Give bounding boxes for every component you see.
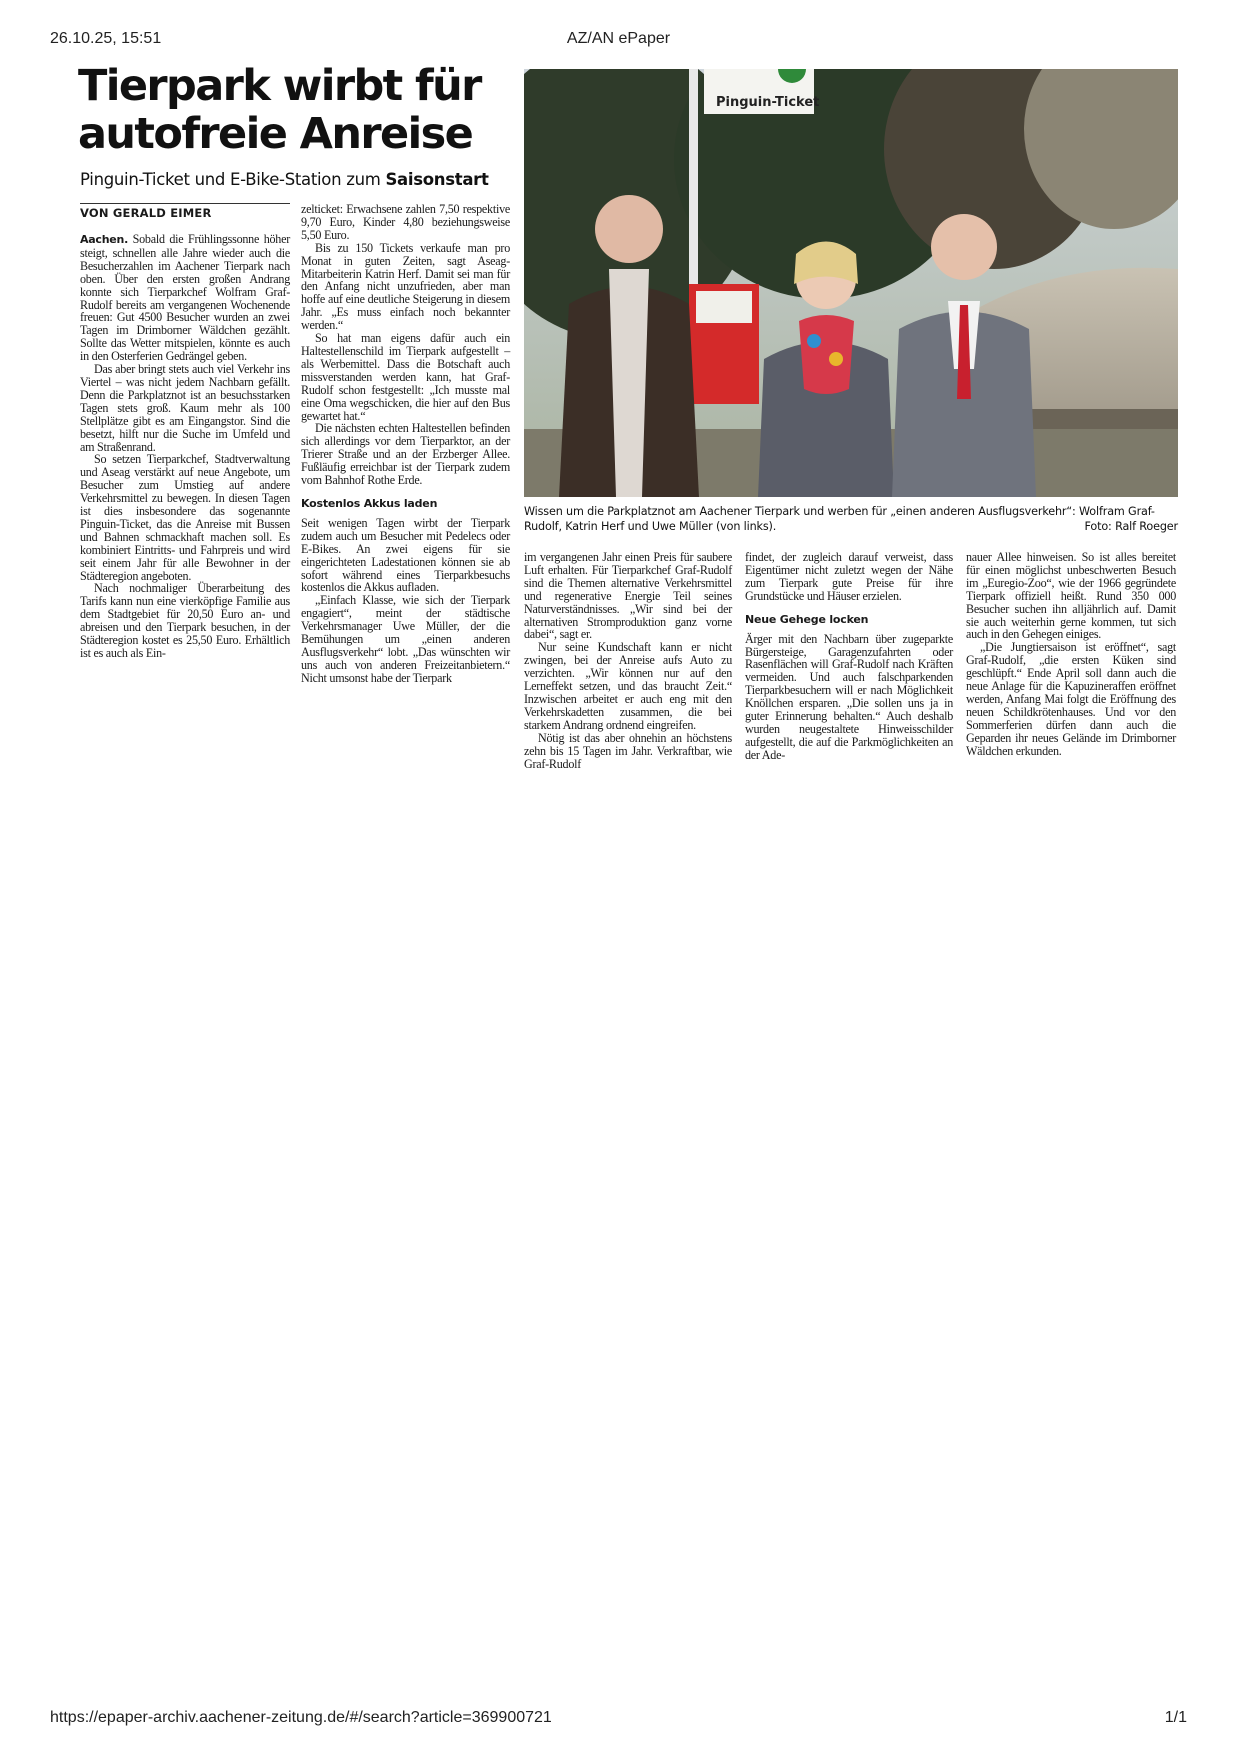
paragraph: Nötig ist das aber ohnehin an höchstens zehn bis 15 Tagen im Jahr. Verkraftbar, wie Graf-Rudolf <box>524 730 732 771</box>
headline-line-1: Tierpark wirbt für <box>78 61 481 111</box>
paragraph: „Die Jungtiersaison ist eröffnet“, sagt Graf-Rudolf, „die ersten Küken sind geschlüpft.“ Ende April soll dann auch die neue Anlage für die Kapuzineraffen eröffnet werden, Anfang Mai folgt die Eröffnung des neuen Schildkrötenhauses. Und vor den Sommerferien dürfen dann auch die Geparden ihr neues Gelände im Drimborner Wäldchen erkunden. <box>966 640 1176 758</box>
photo-caption <box>524 504 1178 534</box>
paragraph-text: Sobald die Frühlingssonne höher steigt, schnellen alle Jahre wieder auch die Besucherzahlen im Aachener Tierpark nach oben. Über den ersten großen Andrang konnte sich Tierparkchef Wolfram Graf-Rudolf bereits am vergangenen Wochenende freuen: Gut 4500 Besucher wurden an zwei Tagen im Drimborner Wäldchen gezählt. Sollte das Wetter mitspielen, könnte es auch in den Osterferien Gedrängel geben. <box>80 232 290 364</box>
paragraph: So hat man eigens dafür auch ein Haltestellenschild im Tierpark aufgestellt – als Werbemittel. Dass die Botschaft auch missverstanden werden kann, hat Graf-Rudolf schon festgestellt: „Ich musste mal eine Oma wegschicken, die hier auf den Bus gewartet hat.“ <box>301 331 510 423</box>
print-title: AZ/AN ePaper <box>566 30 671 47</box>
paragraph: Nur seine Kundschaft kann er nicht zwingen, bei der Anreise aufs Auto zu verzichten. „Wir können nur auf den Lerneffekt setzen, und das braucht Zeit.“ Inzwischen arbeitet er auch eng mit den Verkehrskadetten zusammen, die bei starkem Andrang ordnend eingreifen. <box>524 640 732 732</box>
paragraph: Ärger mit den Nachbarn über zugeparkte Bürgersteige, Garagenzufahrten oder Rasenflächen will Graf-Rudolf nach Kräften vermeiden. Und auch falschparkenden Tierparkbesuchern will er nach Möglichkeit Knöllchen ersparen. „Die sollen uns ja in guter Erinnerung behalten.“ Auch deshalb wurden neugestaltete Hinweisschilder aufgestellt, die auf die Parkmöglichkeiten an der Ade- <box>745 631 953 762</box>
print-page-number: 1/1 <box>1164 1709 1187 1726</box>
sign-label: Pinguin-Ticket <box>716 95 820 110</box>
article-column-3 <box>524 551 732 770</box>
caption-text: Wissen um die Parkplatznot am Aachener Tierpark und werben für „einen anderen Ausflugsverkehr“: Wolfram Graf-Rudolf, Katrin Herf und Uwe Müller (von links). <box>524 505 1155 533</box>
article-headline <box>78 62 518 158</box>
subhead-text: Pinguin-Ticket und E-Bike-Station zum <box>80 170 386 189</box>
dateline: Aachen. <box>80 233 129 246</box>
article-column-2 <box>301 203 510 685</box>
print-footer <box>50 1709 1187 1731</box>
byline: VON GERALD EIMER <box>80 203 290 220</box>
section-subhead: Kostenlos Akkus laden <box>301 496 438 510</box>
paragraph: im vergangenen Jahr einen Preis für saubere Luft erhalten. Für Tierparkchef Graf-Rudolf sind die Themen alternative Verkehrsmittel und regenerative Energie Teil seines Naturverständnisses. „Wir sind bei der alternativen Stromproduktion ganz vorne dabei“, sagt er. <box>524 550 732 642</box>
paragraph: findet, der zugleich darauf verweist, dass Eigentümer nicht zuletzt wegen der Nähe zum Tierpark gute Preise für ihre Grundstücke und Häuser erzielen. <box>745 550 953 603</box>
print-header <box>50 30 1187 52</box>
photo-credit: Foto: Ralf Roeger <box>1084 520 1178 533</box>
paragraph <box>80 233 290 363</box>
article-column-4 <box>745 551 953 762</box>
headline-line-2: autofreie Anreise <box>78 109 473 159</box>
photo-illustration <box>524 69 1178 497</box>
paragraph: Das aber bringt stets auch viel Verkehr ins Viertel – was nicht jedem Nachbarn gefällt. Denn die Parkplatznot ist an besuchsstarken Tagen stets groß. Kaum mehr als 100 Stellplätze gibt es am Eingangstor. Sind die besetzt, hilft nur die Suche im Umfeld und am Straßenrand. <box>80 362 290 454</box>
article-photo <box>524 69 1178 497</box>
paragraph: „Einfach Klasse, wie sich der Tierpark engagiert“, meint der städtische Verkehrsmanager Uwe Müller, der die Bemühungen um „einen anderen Ausflugsverkehr“ lobt. „Das wünschten wir uns auch von anderen Freizeitanbietern.“ Nicht umsonst habe der Tierpark <box>301 593 510 685</box>
print-datetime: 26.10.25, 15:51 <box>50 30 162 47</box>
article-column-1 <box>80 233 290 660</box>
paragraph: Seit wenigen Tagen wirbt der Tierpark zudem auch um Besucher mit Pedelecs oder E-Bikes. An zwei eigens für sie eingerichteten Ladestationen können sie ab sofort während eines Tierparkbesuchs kostenlos die Akkus aufladen. <box>301 515 510 595</box>
paragraph: Nach nochmaliger Überarbeitung des Tarifs kann nun eine vierköpfige Familie aus dem Stadtgebiet für 20,50 Euro an- und abreisen und den Tierpark besuchen, in der Städteregion kostet es 25,50 Euro. Erhältlich ist es auch als Ein- <box>80 581 290 660</box>
paragraph: Die nächsten echten Haltestellen befinden sich allerdings vor dem Tierparktor, an der Trierer Straße und an der Erzberger Allee. Fußläufig erreichbar ist der Tierpark zudem vom Bahnhof Rothe Erde. <box>301 421 510 488</box>
paragraph: nauer Allee hinweisen. So ist alles bereitet für einen möglichst unbeschwerten Besuch im „Euregio-Zoo“, wie der 1966 gegründete Tierpark offiziell heißt. Rund 350 000 Besucher suchen ihn alljährlich auf. Damit sie auch weiterhin gerne kommen, tut sich auch in den Gehegen einiges. <box>966 550 1176 642</box>
section-subhead: Neue Gehege locken <box>745 612 869 626</box>
paragraph: zelticket: Erwachsene zahlen 7,50 respektive 9,70 Euro, Kinder 4,80 beziehungsweise 5,50 Euro. <box>301 202 510 242</box>
print-url: https://epaper-archiv.aachener-zeitung.de/#/search?article=369900721 <box>50 1709 552 1726</box>
article-subhead <box>80 170 520 189</box>
subhead-bold: Saisonstart <box>385 170 489 189</box>
paragraph: Bis zu 150 Tickets verkaufe man pro Monat in guten Zeiten, sagt Aseag-Mitarbeiterin Katrin Herf. Damit sei man für den Anfang nicht unzufrieden, aber man hoffe auf eine deutliche Steigerung in diesem Jahr. „Es muss einfach noch bekannter werden.“ <box>301 240 510 333</box>
article-column-5 <box>966 551 1176 758</box>
paragraph: So setzen Tierparkchef, Stadtverwaltung und Aseag verstärkt auf neue Angebote, um Besucher zum Umstieg auf andere Verkehrsmittel zu bewegen. In diesen Tagen ist dies insbesondere das sogenannte Pinguin-Ticket, das die Anreise mit Bussen und Bahnen schmackhaft machen soll. Es kombiniert Eintritts- und Fahrpreis und wird seit einem Jahr für alle Bewohner in der Städteregion angeboten. <box>80 452 290 583</box>
